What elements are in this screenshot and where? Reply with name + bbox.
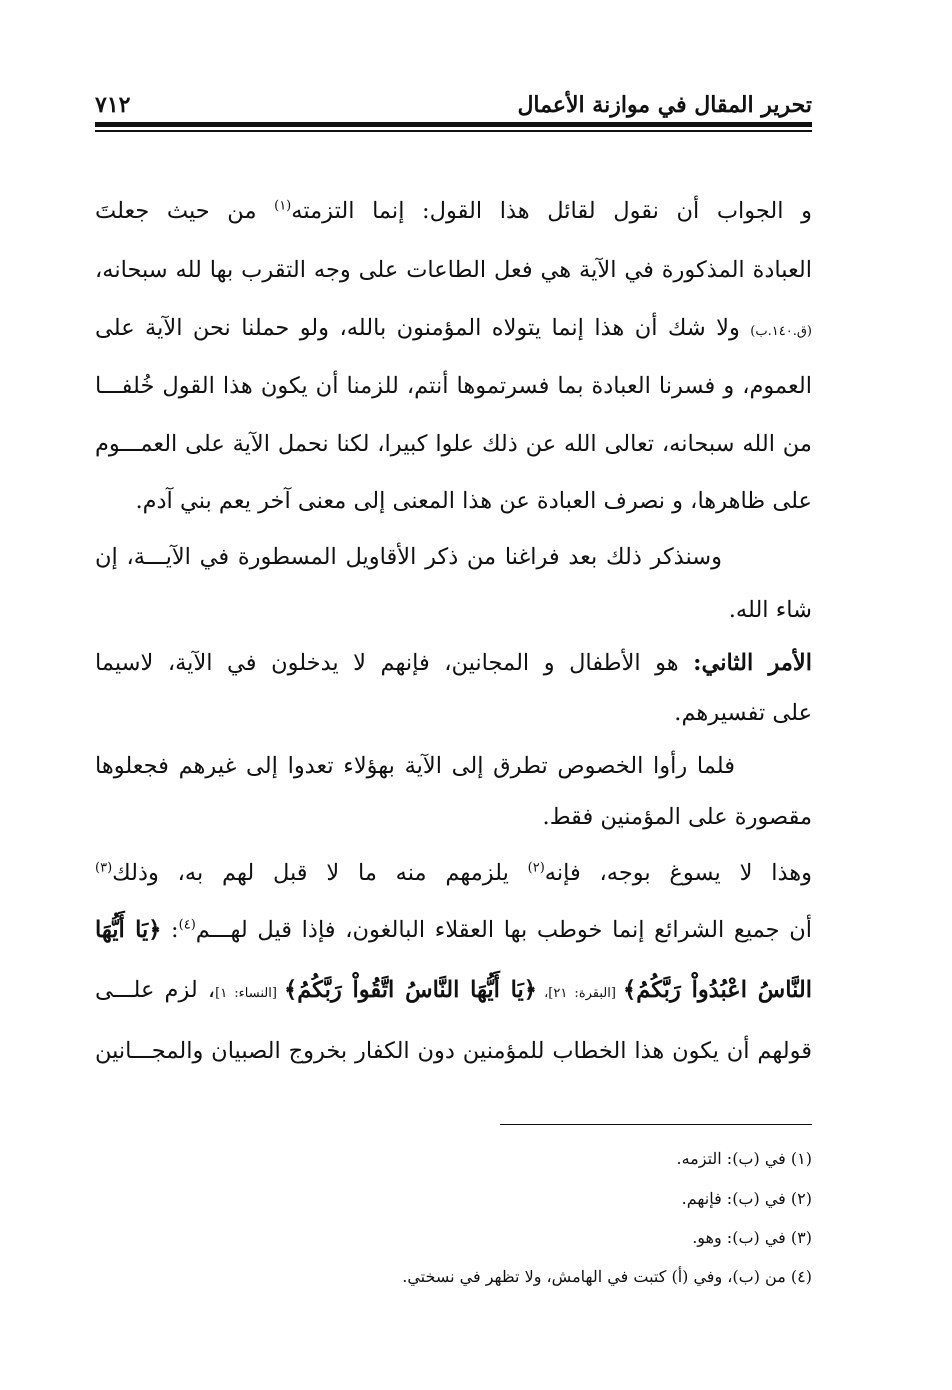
verse-ref-baqara: [البقرة: ٢١]، [536,986,624,1001]
footnote-marker-2: (٢) [527,860,545,876]
text-line-7: وسنذكر ذلك بعد فراغنا من ذكر الأقاويل المسطورة في الآيـــة، إن [95,544,722,570]
text-line-13: وهذا لا يسوغ بوجه، فإنه$^{(٢)}$ يلزمهم منه ما لا قبل لهم به، وذلك$^{(٣)}$ [95,860,812,886]
quran-verse-nisa: ﴿يَا أَيُّهَا النَّاسُ اتَّقُواْ رَبَّكُمُ﴾ [284,977,537,1003]
footnote-3: (٣) في (ب): وهو. [692,1228,812,1247]
text-line-4: العموم، و فسرنا العبادة بما فسرتموها أنتم، للزمنا أن يكون هذا القول خُلفـــا [95,373,812,399]
manuscript-folio-ref: (ق.١٤٠.ب) [750,324,812,339]
text-line-16: قولهم أن يكون هذا الخطاب للمؤمنين دون الكفار بخروج الصبيان والمجـــانين [95,1038,812,1064]
text-line-5: من الله سبحانه، تعالى الله عن ذلك علوا كبيرا، لكنا نحمل الآية على العمـــوم [95,431,812,457]
header-title: تحرير المقال في موازنة الأعمال [517,92,812,118]
footnote-separator [500,1124,812,1125]
footnote-2: (٢) في (ب): فإنهم. [681,1189,812,1208]
footnote-number: (٢) [790,1189,812,1208]
section-heading: الأمر الثاني: [693,650,812,676]
text-line-2: العبادة المذكورة في الآية هي فعل الطاعات على وجه التقرب بها لله سبحانه، [95,257,812,283]
footnote-number: (٤) [790,1267,812,1286]
text-line-1: و الجواب أن نقول لقائل هذا القول: إنما التزمته$^{(١)}$ من حيث جعلتَ [95,198,812,224]
text-line-9: الأمر الثاني: هو الأطفال و المجانين، فإنهم لا يدخلون في الآية، لاسيما [95,650,812,676]
running-header [95,78,812,118]
footnote-marker-4: (٤) [178,917,196,933]
quran-verse-baqara: النَّاسُ اعْبُدُواْ رَبَّكُمُ﴾ [623,977,812,1003]
footnote-marker-1: (١) [274,198,292,214]
text-line-6: على ظاهرها، و نصرف العبادة عن هذا المعنى إلى معنى آخر يعم بني آدم. [135,488,812,514]
header-rule-thick [95,122,812,127]
text-line-8: شاء الله. [728,597,812,623]
quran-verse-start: ﴿يَا أَيُّهَا [95,917,162,943]
text-line-3: (ق.١٤٠.ب) ولا شك أن هذا إنما يتولاه المؤمنون بالله، ولو حملنا نحن الآية على [95,315,812,341]
header-rule-thin [95,130,812,132]
text-line-11: فلما رأوا الخصوص تطرق إلى الآية بهؤلاء تعدوا إلى غيرهم فجعلوها [95,753,735,779]
text-line-14: أن جميع الشرائع إنما خوطب بها العقلاء البالغون، فإذا قيل لهـــم$^{(٤)}$: ﴿يَا أَيُّهَا [95,917,813,943]
verse-ref-nisa: [النساء: ١] [215,986,285,1001]
footnote-number: (١) [790,1149,812,1168]
footnote-1: (١) في (ب): التزمه. [676,1149,812,1168]
page-number: ٧١٢ [95,92,131,118]
text-line-15: النَّاسُ اعْبُدُواْ رَبَّكُمُ﴾ [البقرة: ٢١]، ﴿يَا أَيُّهَا النَّاسُ اتَّقُواْ رَبَّكُمُ﴾ [النساء: ١]، لزم علـــى [95,977,812,1003]
footnote-4: (٤) من (ب)، وفي (أ) كتبت في الهامش، ولا تظهر في نسختي. [402,1267,812,1286]
footnote-marker-3: (٣) [95,860,113,876]
text-line-10: على تفسيرهم. [674,700,812,726]
footnote-number: (٣) [790,1228,812,1247]
text-line-12: مقصورة على المؤمنين فقط. [542,804,812,830]
